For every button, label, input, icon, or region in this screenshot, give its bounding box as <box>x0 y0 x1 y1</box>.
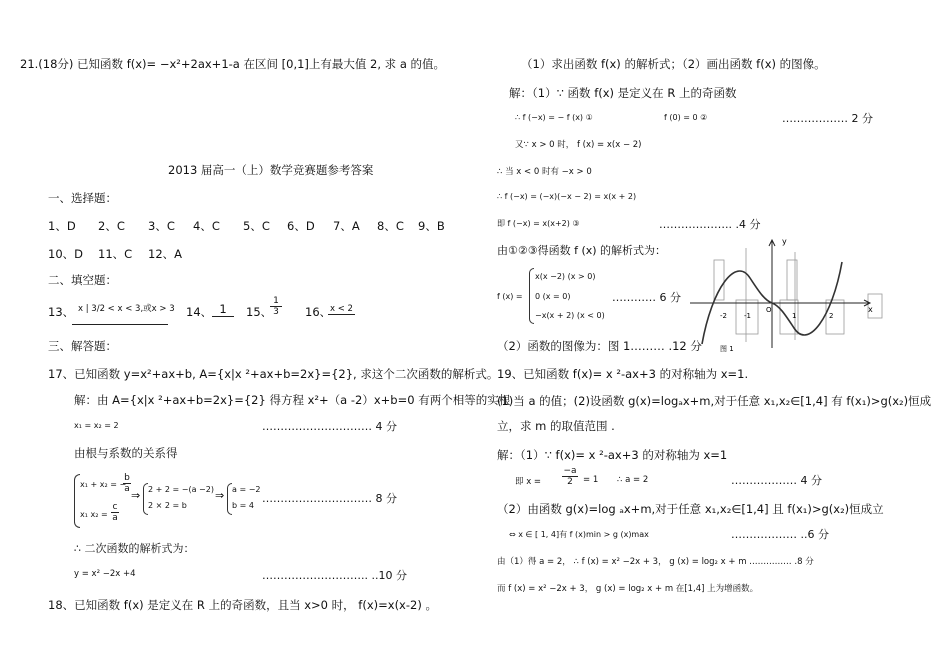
implies-arrow: ⇒ <box>215 489 225 502</box>
q17-roots: x₁ = x₂ = 2 <box>74 421 119 430</box>
numerator: c <box>112 502 118 512</box>
q16-label: 16、 <box>305 305 332 319</box>
y-axis-label: y <box>782 237 787 246</box>
q18-score-2: ……………… 2 分 <box>782 112 873 125</box>
implies-arrow: ⇒ <box>131 489 141 502</box>
figure-caption: 图 1 <box>720 345 734 353</box>
guide-boxes <box>714 248 882 342</box>
q19-score-6: ……………… ..6 分 <box>731 528 829 541</box>
q18-solution-start: 解：（1）∵ 函数 f(x) 是定义在 R 上的奇函数 <box>509 86 737 100</box>
q17-eq-sum: 2 + 2 = −(a −2) <box>148 485 214 494</box>
q15-answer-fraction <box>270 296 282 317</box>
tick-label: 1 <box>792 312 797 320</box>
function-graph <box>688 234 884 354</box>
negative-x-case: ∴ 当 x < 0 时有 −x > 0 <box>497 167 592 177</box>
q18-score-4: ……………….. .4 分 <box>659 218 761 231</box>
piecewise-brace <box>529 268 534 324</box>
q15-numerator: 1 <box>273 296 279 306</box>
q19-solution-2: （2）由函数 g(x)=log ₐx+m,对于任意 x₁,x₂∈[1,4] 且 f(x₁)>g(x₂)恒成立 <box>497 502 884 516</box>
choice-answer: 2、C <box>98 219 125 233</box>
section-solution-heading: 三、解答题： <box>48 339 117 353</box>
numerator: −a <box>563 466 577 476</box>
tick-label: -2 <box>720 312 727 320</box>
q17-score-8: ………………………… 8 分 <box>262 492 397 505</box>
q17-b-value: b = 4 <box>232 501 254 510</box>
piecewise-case-zero: 0 (x = 0) <box>535 292 571 301</box>
equivalent-condition: ⇔ x ∈ [ 1, 4]有 f (x)min > g (x)max <box>509 530 649 539</box>
axis-eq-rhs: = 1 <box>583 475 599 485</box>
section-fill-heading: 二、填空题： <box>48 273 117 287</box>
choice-answer: 10、D <box>48 247 83 261</box>
tick-label: 2 <box>829 312 834 320</box>
q18-graph-answer: （2）函数的图像为：图 1……… .12 分 <box>497 339 702 353</box>
choice-answer: 8、C <box>377 219 404 233</box>
negative-substitution: ∴ f (−x) = (−x)(−x − 2) = x(x + 2) <box>497 192 637 201</box>
origin-label: O <box>766 306 772 314</box>
q19-increasing: 而 f (x) = x² −2x + 3， g (x) = log₂ x + m 在[1,4] 上为增函数。 <box>497 584 759 594</box>
q13-label: 13、 <box>48 305 75 319</box>
piecewise-case-negative: −x(x + 2) (x < 0) <box>535 311 605 320</box>
axis-of-symmetry-eq: 即 x = <box>515 477 542 487</box>
q17-score-4: ………………………… 4 分 <box>262 420 397 433</box>
q17-vieta-sum-fraction <box>123 473 131 494</box>
q17-relation-text: 由根与系数的关系得 <box>74 446 178 460</box>
choice-answer: 1、D <box>48 219 76 233</box>
q13-answer <box>72 294 175 325</box>
question-17: 17、已知函数 y=x²+ax+b, A={x|x ²+ax+b=2x}={2}, 求这个二次函数的解析式。 <box>48 367 499 381</box>
question-18: 18、已知函数 f(x) 是定义在 R 上的奇函数，且当 x>0 时， f(x)=x(x-2) 。 <box>48 598 437 612</box>
q14-label: 14、 <box>186 305 213 319</box>
q18-score-6: ………… 6 分 <box>612 291 681 304</box>
q17-score-10: ……………………….. ..10 分 <box>262 569 407 582</box>
tick-label: -1 <box>744 312 751 320</box>
q19-functions: 由（1）得 a = 2， ∴ f (x) = x² −2x + 3， g (x) = log₂ x + m …………… .8 分 <box>497 557 814 567</box>
q13-answer-text: x | 3/2 < x < 3,或x > 3 <box>78 304 175 314</box>
q17-solution-line: 解：由 A={x|x ²+ax+b=2x}={2} 得方程 x²+（a -2）x+b=0 有两个相等的实根 <box>74 393 511 407</box>
q17-eq-product: 2 × 2 = b <box>148 501 187 510</box>
piecewise-lhs: f (x) = <box>497 292 523 301</box>
page-title: 2013 届高一（上）数学竞赛题参考答案 <box>168 163 374 177</box>
q19-solution-1: 解：（1）∵ f(x)= x ²-ax+3 的对称轴为 x=1 <box>497 448 728 462</box>
q19-text-line-1: (1)当 a 的值；(2)设函数 g(x)=logₐx+m,对于任意 x₁,x₂∈[1,4] 有 f(x₁)>g(x₂)恒成 <box>497 394 932 408</box>
axis-fraction <box>562 466 578 487</box>
piecewise-intro: 由①②③得函数 f (x) 的解析式为： <box>497 244 667 257</box>
choice-answer: 4、C <box>193 219 220 233</box>
f-zero: f (0) = 0 ② <box>664 113 708 122</box>
choice-answer: 7、A <box>333 219 360 233</box>
q17-final-formula: y = x² −2x +4 <box>74 569 136 579</box>
choice-answer: 11、C <box>98 247 133 261</box>
question-19: 19、已知函数 f(x)= x ²-ax+3 的对称轴为 x=1. <box>497 367 749 381</box>
q19-text-line-2: 立，求 m 的取值范围 . <box>497 419 615 433</box>
section-choice-heading: 一、选择题： <box>48 191 117 205</box>
q17-vieta-sum: x₁ + x₂ = − <box>80 480 127 489</box>
odd-function-property: ∴ f (−x) = − f (x) ① <box>515 113 593 122</box>
q16-answer: x < 2 <box>330 304 353 314</box>
choice-answer: 3、C <box>148 219 175 233</box>
question-21: 21.(18分) 已知函数 f(x)= −x²+2ax+1-a 在区间 [0,1]上有最大值 2, 求 a 的值。 <box>20 57 446 71</box>
q17-conclusion: ∴ 二次函数的解析式为： <box>74 542 195 555</box>
choice-answer: 9、B <box>418 219 445 233</box>
q15-denominator: 3 <box>270 306 282 317</box>
piecewise-case-positive: x(x −2) (x > 0) <box>535 272 596 281</box>
positive-branch: 又∵ x > 0 时， f (x) = x(x − 2) <box>515 140 642 150</box>
denominator: 2 <box>562 476 578 487</box>
q15-label: 15、 <box>246 305 273 319</box>
choice-answer: 6、D <box>287 219 315 233</box>
q19-score-4: ……………… 4 分 <box>731 474 822 487</box>
x-axis-label: x <box>868 305 873 314</box>
q17-vieta-product-fraction <box>111 502 119 523</box>
numerator: b <box>124 473 130 483</box>
denominator: a <box>124 484 130 494</box>
a-equals-2: ∴ a = 2 <box>617 475 649 485</box>
relation-3: 即 f (−x) = x(x+2) ③ <box>497 219 580 228</box>
denominator: a <box>112 513 118 523</box>
q17-vieta-product: x₁ x₂ = <box>80 510 108 519</box>
q14-answer: 1 <box>212 302 234 317</box>
choice-answer: 12、A <box>148 247 183 261</box>
q17-a-value: a = −2 <box>232 485 261 494</box>
q18-tasks: （1）求出函数 f(x) 的解析式；（2）画出函数 f(x) 的图像。 <box>521 57 826 71</box>
choice-answer: 5、C <box>243 219 270 233</box>
